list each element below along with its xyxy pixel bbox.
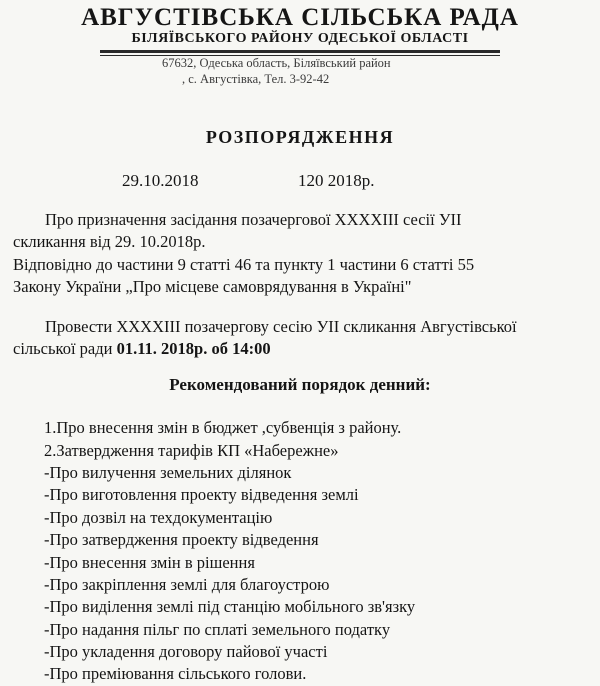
agenda-heading: Рекомендований порядок денний: — [169, 375, 431, 394]
agenda-item: 1.Про внесення змін в бюджет ,субвенція з району. — [44, 418, 402, 437]
agenda-item: -Про вилучення земельних ділянок — [44, 463, 292, 482]
basis-line-2: Закону України „Про місцеве самоврядування в Україні" — [13, 277, 412, 296]
agenda-item: -Про виготовлення проекту відведення землі — [44, 485, 359, 504]
document-number: 120 2018р. — [298, 171, 375, 190]
agenda-item: -Про дозвіл на техдокументацію — [44, 508, 273, 527]
agenda-item: -Про внесення змін в рішення — [44, 553, 255, 572]
order-line-1: Провести XXXXIII позачергову сесію УІІ скликання Августівської — [45, 317, 517, 336]
agenda-item: -Про закріплення землі для благоустрою — [44, 575, 330, 594]
agenda-item: -Про надання пільг по сплаті земельного податку — [44, 620, 391, 639]
order-line-2 — [13, 339, 271, 359]
agenda-item: -Про виділення землі під станцію мобільного зв'язку — [44, 597, 416, 616]
document-date: 29.10.2018 — [122, 171, 199, 190]
address-line-1: 67632, Одеська область, Біляївський район — [162, 56, 391, 70]
agenda-item: -Про преміювання сільського голови. — [44, 664, 307, 683]
document-title: РОЗПОРЯДЖЕННЯ — [205, 127, 395, 147]
agenda-item: -Про укладення договору пайової участі — [44, 642, 328, 661]
session-datetime: 01.11. 2018р. об 14:00 — [116, 339, 271, 358]
subject-line-1: Про призначення засідання позачергової XXXXIII сесії УІІ — [45, 210, 462, 229]
header-rule-thick — [100, 50, 500, 53]
council-name: АВГУСТІВСЬКА СІЛЬСЬКА РАДА — [81, 4, 519, 31]
subject-line-2: скликання від 29. 10.2018р. — [13, 232, 206, 251]
agenda-item: 2.Затвердження тарифів КП «Набережне» — [44, 441, 339, 460]
agenda-item: -Про затвердження проекту відведення — [44, 530, 319, 549]
order-line-2-text: сільської ради — [13, 339, 117, 358]
basis-line-1: Відповідно до частини 9 статті 46 та пункту 1 частини 6 статті 55 — [13, 255, 475, 274]
district-name: БІЛЯЇВСЬКОГО РАЙОНУ ОДЕСЬКОЇ ОБЛАСТІ — [131, 31, 469, 46]
address-line-2: , с. Августівка, Тел. 3-92-42 — [182, 72, 330, 86]
